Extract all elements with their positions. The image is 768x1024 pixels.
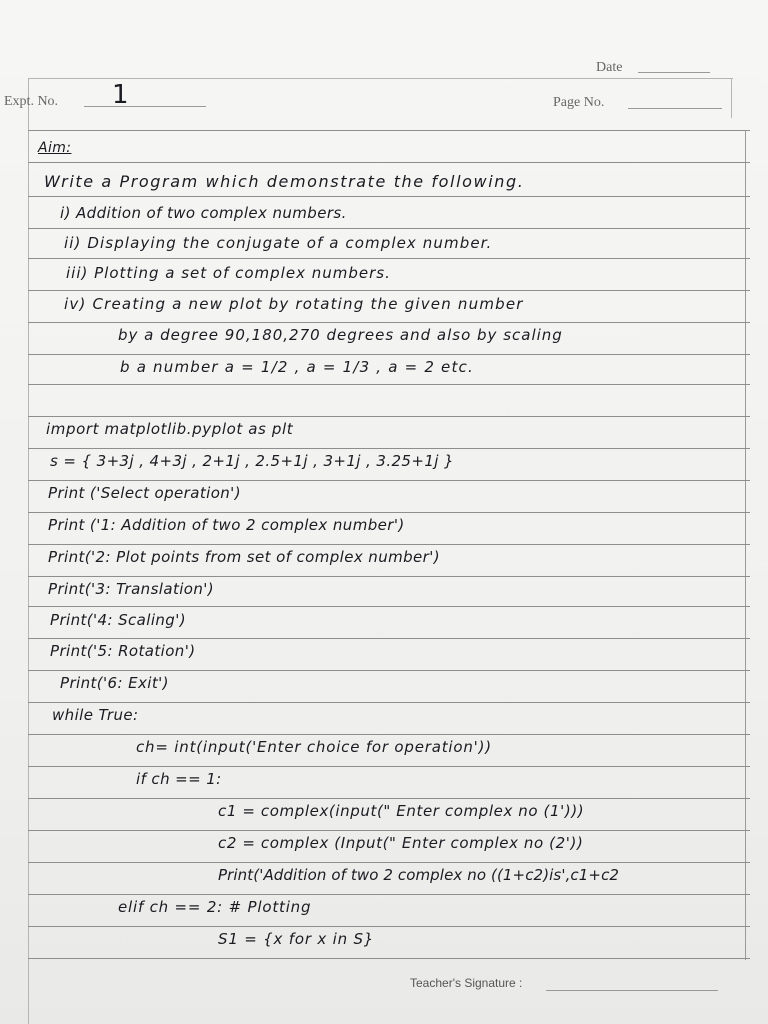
aim-item-1: i) Addition of two complex numbers. <box>60 204 347 222</box>
rule-24 <box>28 894 750 895</box>
rule-12 <box>28 512 750 513</box>
rule-6 <box>28 322 750 323</box>
rule-11 <box>28 480 750 481</box>
rule-15 <box>28 606 750 607</box>
code-line-if: if ch == 1: <box>136 770 222 788</box>
rule-3 <box>28 228 750 229</box>
aim-item-2: ii) Displaying the conjugate of a complex number. <box>64 234 493 252</box>
code-line-while: while True: <box>52 706 139 724</box>
code-line-print-2: Print('2: Plot points from set of complex number') <box>48 548 441 566</box>
code-line-print-select: Print ('Select operation') <box>48 484 241 502</box>
code-line-input: ch= int(input('Enter choice for operation')) <box>136 738 492 756</box>
page-no-label: Page No. <box>553 95 605 110</box>
expt-no-blank <box>84 106 206 107</box>
rule-25 <box>28 926 750 927</box>
rule-14 <box>28 576 750 577</box>
rule-0 <box>28 130 750 131</box>
rule-19 <box>28 734 750 735</box>
aim-item-4: iv) Creating a new plot by rotating the given number <box>64 295 524 313</box>
rule-18 <box>28 702 750 703</box>
signature-label: Teacher's Signature : <box>410 976 523 990</box>
code-line-c2: c2 = complex (Input(" Enter complex no (2')) <box>218 834 584 852</box>
margin-rule <box>745 130 746 960</box>
rule-10 <box>28 448 750 449</box>
rule-13 <box>28 544 750 545</box>
code-line-set: s = { 3+3j , 4+3j , 2+1j , 2.5+1j , 3+1j , 3.25+1j } <box>50 452 454 470</box>
rule-7 <box>28 354 750 355</box>
rule-9 <box>28 416 750 417</box>
expt-no-value: 1 <box>112 80 129 110</box>
date-label: Date <box>596 60 623 75</box>
page-no-blank <box>628 108 722 109</box>
aim-text: Write a Program which demonstrate the following. <box>44 172 525 191</box>
code-line-print-5: Print('5: Rotation') <box>50 642 196 660</box>
date-blank <box>638 72 710 73</box>
rule-1 <box>28 162 750 163</box>
aim-heading: Aim: <box>38 140 72 156</box>
rule-22 <box>28 830 750 831</box>
rule-26 <box>28 958 750 959</box>
rule-5 <box>28 290 750 291</box>
page-frame-edge <box>731 78 732 118</box>
signature-blank <box>546 990 718 991</box>
aim-item-4-cont: by a degree 90,180,270 degrees and also by scaling <box>118 326 563 344</box>
code-line-print-4: Print('4: Scaling') <box>50 611 187 629</box>
code-line-s1: S1 = {x for x in S} <box>218 930 375 948</box>
rule-23 <box>28 862 750 863</box>
rule-2 <box>28 196 750 197</box>
code-line-import: import matplotlib.pyplot as plt <box>46 420 294 438</box>
expt-no-label: Expt. No. <box>4 94 59 109</box>
code-line-print-6: Print('6: Exit') <box>60 674 169 692</box>
code-line-print-sum: Print('Addition of two 2 complex no ((1+c2)is',c1+c2 <box>218 866 620 884</box>
rule-4 <box>28 258 750 259</box>
code-line-print-1: Print ('1: Addition of two 2 complex number') <box>48 516 405 534</box>
rule-16 <box>28 638 750 639</box>
rule-21 <box>28 798 750 799</box>
code-line-print-3: Print('3: Translation') <box>48 580 215 598</box>
code-line-c1: c1 = complex(input(" Enter complex no (1'))) <box>218 802 585 820</box>
rule-17 <box>28 670 750 671</box>
rule-8 <box>28 384 750 385</box>
aim-item-4-end: b a number a = 1/2 , a = 1/3 , a = 2 etc. <box>120 358 474 376</box>
rule-20 <box>28 766 750 767</box>
aim-item-3: iii) Plotting a set of complex numbers. <box>66 264 391 282</box>
code-line-elif: elif ch == 2: # Plotting <box>118 898 312 916</box>
